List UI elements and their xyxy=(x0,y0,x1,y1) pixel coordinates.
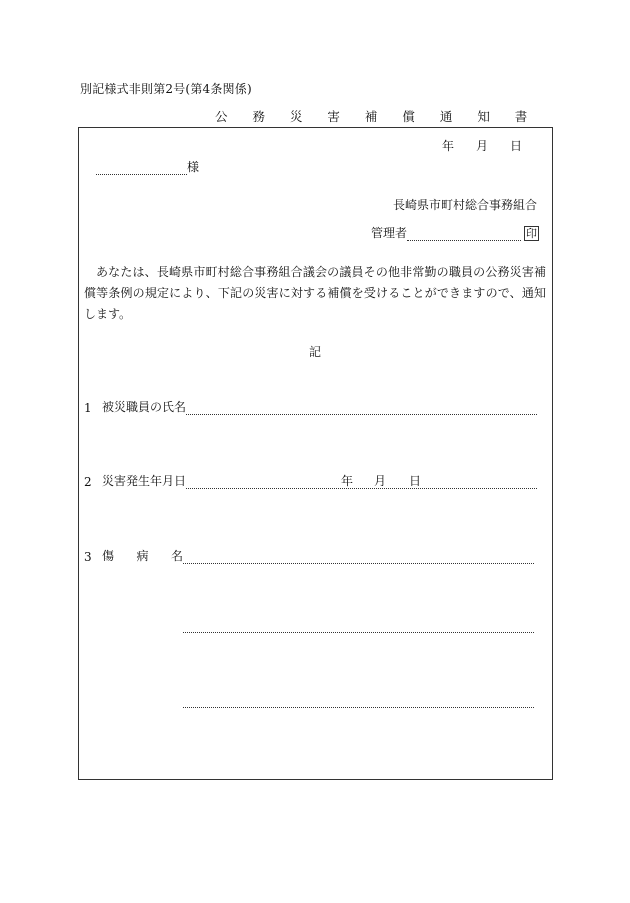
label-char: 名 xyxy=(170,549,183,563)
item-victim-name xyxy=(84,398,537,415)
item-disaster-date xyxy=(84,472,537,489)
label-char: 病 xyxy=(136,549,149,563)
addressee-suffix: 様 xyxy=(187,160,200,174)
injury-name-field-3[interactable] xyxy=(183,707,534,708)
form-reference: 別記様式非則第2号(第4条関係) xyxy=(80,82,252,96)
disaster-date-field[interactable] xyxy=(186,476,537,489)
document-title: 公 務 災 害 補 償 通 知 書 xyxy=(215,109,538,124)
injury-name-field-1[interactable] xyxy=(183,551,534,564)
item-label xyxy=(102,547,183,564)
item-label: 被災職員の氏名 xyxy=(102,400,187,414)
item-number: 1 xyxy=(84,401,92,415)
addressee-line xyxy=(96,158,199,175)
manager-name-field[interactable] xyxy=(407,228,521,241)
date-month: 月 xyxy=(476,139,489,153)
manager-line xyxy=(371,224,539,241)
disaster-date-month: 月 xyxy=(374,474,387,488)
addressee-name-field[interactable] xyxy=(96,162,187,175)
label-char: 傷 xyxy=(102,549,115,563)
notice-date xyxy=(442,137,522,154)
injury-name-field-2[interactable] xyxy=(183,632,534,633)
notice-body: あなたは、長崎県市町村総合事務組合議会の議員その他非常勤の職員の公務災害補償等条例の規定により、下記の災害に対する補償を受けることができますので、通知します。 xyxy=(84,265,546,321)
item-label: 災害発生年月日 xyxy=(102,474,187,488)
seal-mark: 印 xyxy=(526,227,538,240)
manager-label: 管理者 xyxy=(371,226,408,240)
date-year: 年 xyxy=(442,139,455,153)
disaster-date-year: 年 xyxy=(341,474,354,488)
item-injury-name xyxy=(84,547,534,564)
ki-heading: 記 xyxy=(309,345,322,359)
victim-name-field[interactable] xyxy=(186,402,537,415)
organization-name: 長崎県市町村総合事務組合 xyxy=(393,198,538,212)
item-number: 3 xyxy=(84,550,92,564)
disaster-date-day: 日 xyxy=(409,474,422,488)
date-day: 日 xyxy=(510,139,523,153)
item-number: 2 xyxy=(84,475,92,489)
